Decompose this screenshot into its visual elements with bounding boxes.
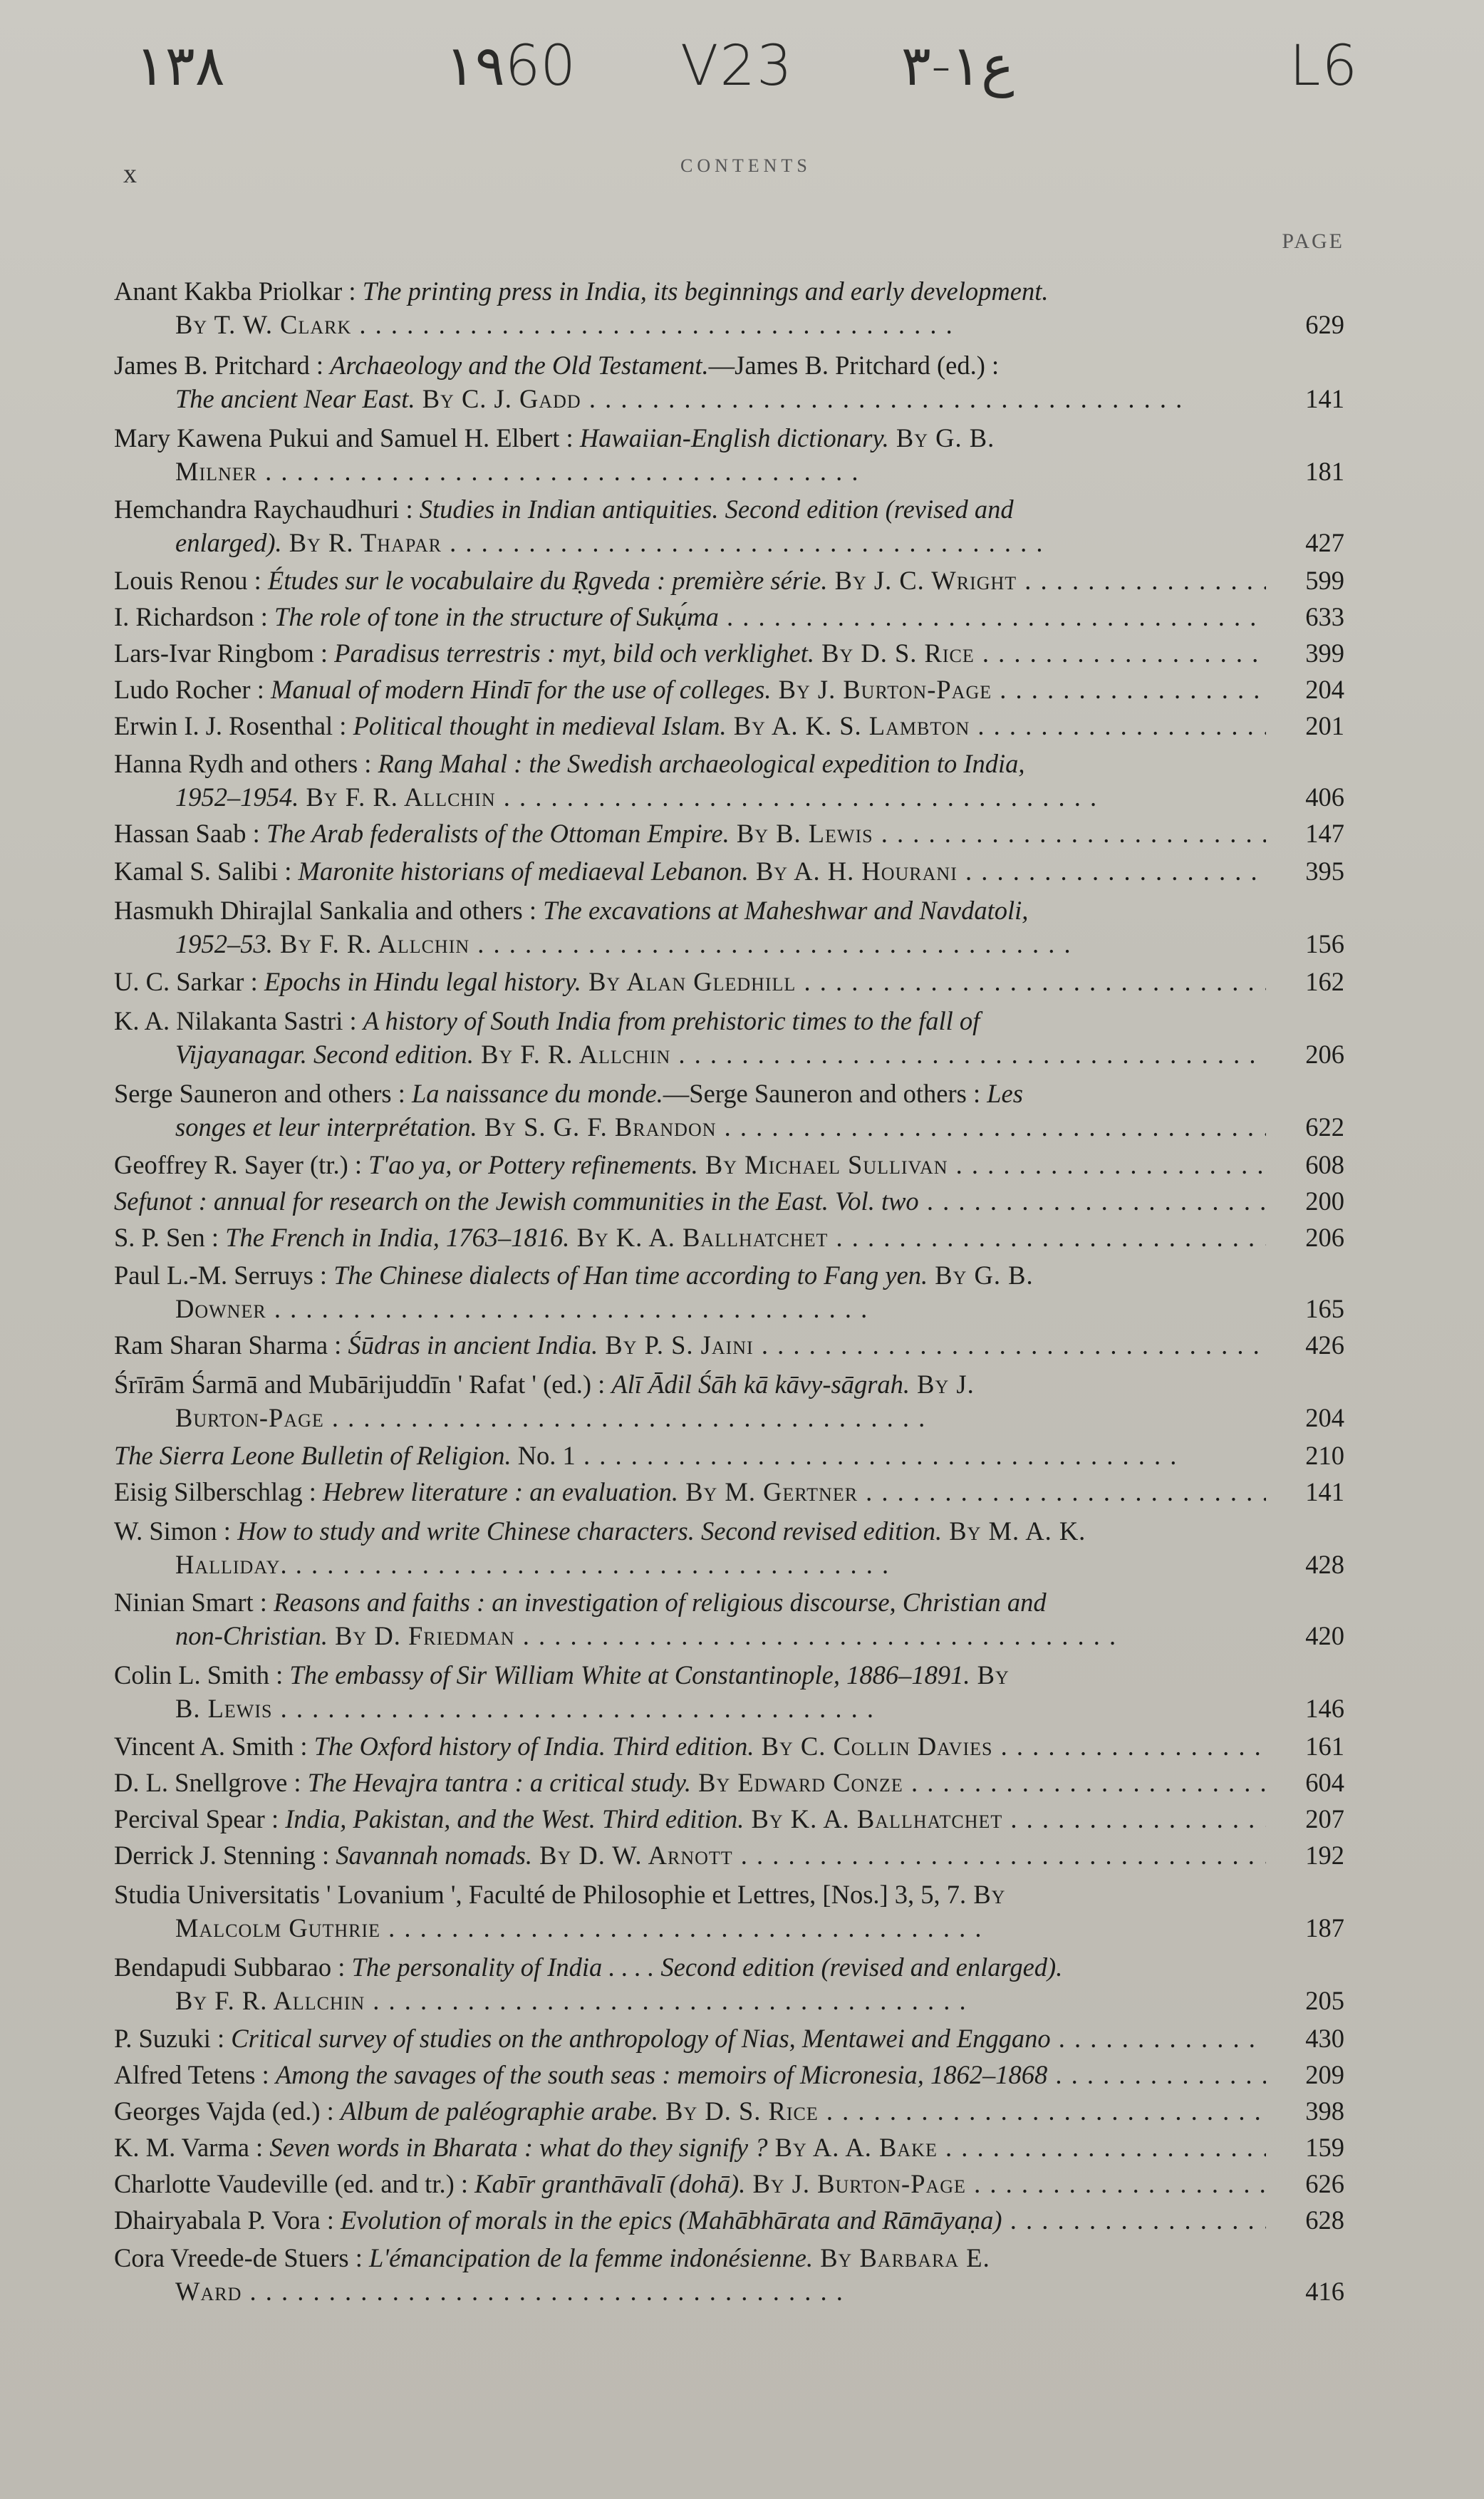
book-title: Archaeology and the Old Testament. bbox=[330, 351, 709, 380]
entry-line bbox=[114, 1077, 1266, 1110]
reviewer-name: By D. Friedman bbox=[327, 1621, 515, 1650]
book-title: Vijayanagar. Second edition. bbox=[175, 1040, 474, 1069]
page-ref: 159 bbox=[1305, 2133, 1344, 2162]
entry-line bbox=[114, 1585, 1266, 1619]
entry-line bbox=[114, 1475, 1266, 1509]
author-name: Ninian Smart : bbox=[114, 1588, 274, 1617]
contents-entry bbox=[114, 2058, 1344, 2091]
author-name: Geoffrey R. Sayer (tr.) : bbox=[114, 1150, 369, 1179]
entry-text: —Serge Sauneron and others : bbox=[663, 1079, 987, 1108]
book-title: The ancient Near East. bbox=[175, 384, 415, 413]
entry-line bbox=[114, 1292, 1266, 1325]
page-column-heading: PAGE bbox=[1282, 229, 1344, 253]
contents-entry bbox=[114, 492, 1344, 559]
entry-line bbox=[114, 1221, 1266, 1254]
page-ref: 165 bbox=[1305, 1294, 1344, 1323]
author-name: Hassan Saab : bbox=[114, 819, 266, 848]
author-name: Śrīrām Śarmā and Mubārijuddīn ' Rafat ' (ed.) : bbox=[114, 1370, 612, 1399]
author-name: Alfred Tetens : bbox=[114, 2060, 276, 2089]
author-name: Derrick J. Stenning : bbox=[114, 1841, 336, 1870]
book-title: Savannah nomads. bbox=[336, 1841, 532, 1870]
entry-line bbox=[114, 1729, 1266, 1763]
page-ref: 210 bbox=[1305, 1441, 1344, 1470]
entry-line bbox=[114, 1328, 1266, 1362]
reviewer-name: By S. G. F. Brandon bbox=[477, 1112, 717, 1142]
book-title: Political thought in medieval Islam. bbox=[353, 711, 727, 740]
entry-text: —James B. Pritchard (ed.) : bbox=[708, 351, 1000, 380]
book-title: Album de paléographie arabe. bbox=[340, 2096, 658, 2126]
book-title: Manual of modern Hindī for the use of colleges. bbox=[270, 675, 772, 704]
author-name: Studia Universitatis ' Lovanium ', Faculté de Philosophie et Lettres, [Nos.] 3, 5, 7. bbox=[114, 1880, 967, 1909]
reviewer-name: By K. A. Ballhatchet bbox=[569, 1223, 829, 1252]
entry-line bbox=[114, 1766, 1266, 1799]
page-ref: 146 bbox=[1305, 1694, 1344, 1723]
page-ref: 209 bbox=[1305, 2060, 1344, 2089]
page-ref: 204 bbox=[1305, 1403, 1344, 1432]
book-title: 1952–53. bbox=[175, 929, 273, 958]
contents-entry bbox=[114, 1328, 1344, 1362]
handwritten-issue: ع١-٣ bbox=[901, 34, 1015, 98]
reviewer-name: By G. B. bbox=[928, 1261, 1034, 1290]
reviewer-name: By C. Collin Davies bbox=[754, 1732, 993, 1761]
entry-line bbox=[114, 1911, 1266, 1945]
page-ref: 206 bbox=[1305, 1040, 1344, 1069]
author-name: K. M. Varma : bbox=[114, 2133, 270, 2162]
book-title: The Sierra Leone Bulletin of Religion. bbox=[114, 1441, 512, 1470]
entry-line bbox=[114, 2094, 1266, 2128]
author-name: S. P. Sen : bbox=[114, 1223, 226, 1252]
reviewer-name: By A. A. Bake bbox=[767, 2133, 938, 2162]
book-title: Rang Mahal : the Swedish archaeological expedition to India, bbox=[378, 749, 1025, 778]
book-title: non-Christian. bbox=[175, 1621, 328, 1650]
author-name: Georges Vajda (ed.) : bbox=[114, 2096, 341, 2126]
contents-entry bbox=[114, 2094, 1344, 2128]
entry-line bbox=[114, 709, 1266, 743]
book-title: The Arab federalists of the Ottoman Empire. bbox=[266, 819, 730, 848]
entry-line bbox=[114, 348, 1266, 382]
author-name: I. Richardson : bbox=[114, 602, 275, 631]
author-name: Eisig Silberschlag : bbox=[114, 1477, 323, 1506]
page-ref: 633 bbox=[1305, 602, 1344, 631]
page-ref: 181 bbox=[1305, 457, 1344, 486]
entry-line bbox=[114, 1401, 1266, 1434]
contents-entry bbox=[114, 965, 1344, 998]
reviewer-name: By F. R. Allchin bbox=[474, 1040, 671, 1069]
contents-entry bbox=[114, 2131, 1344, 2164]
entry-line bbox=[114, 564, 1266, 597]
author-name: Ram Sharan Sharma : bbox=[114, 1330, 348, 1360]
author-name: Colin L. Smith : bbox=[114, 1660, 290, 1690]
reviewer-name: By J. C. Wright bbox=[827, 566, 1017, 595]
entry-line bbox=[114, 492, 1266, 526]
reviewer-name: By D. S. Rice bbox=[814, 638, 975, 668]
author-name: Mary Kawena Pukui and Samuel H. Elbert : bbox=[114, 423, 580, 452]
handwritten-code: L6 bbox=[1290, 34, 1359, 98]
book-title: Śūdras in ancient India. bbox=[348, 1330, 598, 1360]
book-title: Among the savages of the south seas : memoirs of Micronesia, 1862–1868 bbox=[275, 2060, 1048, 2089]
reviewer-name: By P. S. Jaini bbox=[598, 1330, 754, 1360]
author-name: Hasmukh Dhirajlal Sankalia and others : bbox=[114, 896, 544, 925]
book-title: The role of tone in the structure of Sukụ́ma bbox=[274, 602, 719, 631]
reviewer-name: Ward bbox=[175, 2277, 242, 2306]
entry-line bbox=[114, 1148, 1266, 1181]
book-title: The embassy of Sir William White at Constantinople, 1886–1891. bbox=[289, 1660, 970, 1690]
reviewer-name: By A. H. Hourani bbox=[748, 857, 958, 886]
entry-line bbox=[114, 1802, 1266, 1836]
entry-line bbox=[114, 894, 1266, 927]
entry-line bbox=[114, 1258, 1266, 1292]
reviewer-name: By F. R. Allchin bbox=[299, 782, 496, 812]
page-ref: 629 bbox=[1305, 310, 1344, 339]
contents-entry bbox=[114, 1184, 1344, 1218]
entry-line bbox=[114, 2131, 1266, 2164]
reviewer-name: By J. Burton-Page bbox=[771, 675, 992, 704]
page-ref: 204 bbox=[1305, 675, 1344, 704]
contents-entry bbox=[114, 1439, 1344, 1472]
page-ref: 604 bbox=[1305, 1768, 1344, 1797]
reviewer-name: By B. Lewis bbox=[729, 819, 873, 848]
book-title: The excavations at Maheshwar and Navdatoli, bbox=[543, 896, 1029, 925]
contents-entry bbox=[114, 2167, 1344, 2200]
reviewer-name: By M. Gertner bbox=[678, 1477, 858, 1506]
reviewer-name: By A. K. S. Lambton bbox=[726, 711, 970, 740]
author-name: Anant Kakba Priolkar : bbox=[114, 276, 363, 306]
entry-line bbox=[114, 455, 1266, 488]
entry-line bbox=[114, 780, 1266, 814]
page-ref: 207 bbox=[1305, 1804, 1344, 1833]
page-ref: 187 bbox=[1305, 1913, 1344, 1942]
reviewer-name: By D. W. Arnott bbox=[531, 1841, 733, 1870]
contents-entry bbox=[114, 817, 1344, 850]
reviewer-name: By M. A. K. bbox=[942, 1516, 1086, 1546]
entry-line bbox=[114, 1548, 1266, 1581]
author-name: Vincent A. Smith : bbox=[114, 1732, 314, 1761]
author-name: W. Simon : bbox=[114, 1516, 238, 1546]
book-title: songes et leur interprétation. bbox=[175, 1112, 477, 1142]
contents-entry bbox=[114, 1729, 1344, 1763]
entry-line bbox=[114, 308, 1266, 341]
entry-line bbox=[114, 1038, 1266, 1071]
page-ref: 206 bbox=[1305, 1223, 1344, 1252]
book-title: La naissance du monde. bbox=[411, 1079, 663, 1108]
author-name: Kamal S. Salibi : bbox=[114, 857, 299, 886]
reviewer-name: Halliday. bbox=[175, 1550, 288, 1579]
contents-entry bbox=[114, 1878, 1344, 1945]
entry-line bbox=[114, 747, 1266, 780]
author-name: Hemchandra Raychaudhuri : bbox=[114, 495, 420, 524]
entry-line bbox=[114, 1514, 1266, 1548]
entry-line bbox=[114, 1439, 1266, 1472]
author-name: Serge Sauneron and others : bbox=[114, 1079, 412, 1108]
book-title: The personality of India . . . . Second edition (revised and enlarged). bbox=[351, 1952, 1063, 1982]
book-title: The Oxford history of India. Third edition. bbox=[313, 1732, 754, 1761]
author-name: Charlotte Vaudeville (ed. and tr.) : bbox=[114, 2169, 475, 2198]
entry-line bbox=[114, 1950, 1266, 1984]
contents-list bbox=[114, 271, 1344, 2308]
reviewer-name: By Alan Gledhill bbox=[581, 967, 797, 996]
entry-line bbox=[114, 1692, 1266, 1725]
entry-line bbox=[114, 817, 1266, 850]
reviewer-name: By T. W. Clark bbox=[175, 310, 352, 339]
entry-line bbox=[114, 2022, 1266, 2055]
entry-line bbox=[114, 274, 1266, 308]
book-title: Les bbox=[987, 1079, 1023, 1108]
author-name: Percival Spear : bbox=[114, 1804, 286, 1833]
page-ref: 200 bbox=[1305, 1186, 1344, 1216]
reviewer-name: By F. R. Allchin bbox=[175, 1986, 365, 2015]
book-title: Evolution of morals in the epics (Mahābhārata and Rāmāyaṇa) bbox=[340, 2205, 1002, 2235]
book-title: Kabīr granthāvalī (dohā). bbox=[474, 2169, 746, 2198]
book-title: Maronite historians of mediaeval Lebanon. bbox=[298, 857, 749, 886]
page-ref: 192 bbox=[1305, 1841, 1344, 1870]
book-title: The French in India, 1763–1816. bbox=[225, 1223, 570, 1252]
page-ref: 626 bbox=[1305, 2169, 1344, 2198]
entry-line bbox=[114, 673, 1266, 706]
reviewer-name: By Michael Sullivan bbox=[697, 1150, 948, 1179]
reviewer-name: By J. Burton-Page bbox=[745, 2169, 966, 2198]
entry-line bbox=[114, 526, 1266, 559]
contents-entry bbox=[114, 747, 1344, 814]
page-ref: 141 bbox=[1305, 1477, 1344, 1506]
contents-entry bbox=[114, 1367, 1344, 1434]
author-name: Dhairyabala P. Vora : bbox=[114, 2205, 341, 2235]
contents-entry bbox=[114, 854, 1344, 888]
reviewer-name: By G. B. bbox=[888, 423, 995, 452]
contents-entry bbox=[114, 600, 1344, 633]
contents-entry bbox=[114, 1766, 1344, 1799]
reviewer-name: By J. bbox=[910, 1370, 975, 1399]
contents-entry bbox=[114, 1221, 1344, 1254]
contents-entry bbox=[114, 1514, 1344, 1581]
contents-entry bbox=[114, 636, 1344, 670]
book-title: Hebrew literature : an evaluation. bbox=[322, 1477, 679, 1506]
reviewer-name: By R. Thapar bbox=[281, 528, 442, 557]
entry-line bbox=[114, 1658, 1266, 1692]
book-title: enlarged). bbox=[175, 528, 282, 557]
reviewer-name: Burton-Page bbox=[175, 1403, 324, 1432]
entry-line bbox=[114, 1184, 1266, 1218]
contents-entry bbox=[114, 1802, 1344, 1836]
book-title: Reasons and faiths : an investigation of religious discourse, Christian and bbox=[274, 1588, 1047, 1617]
running-title: CONTENTS bbox=[680, 155, 811, 176]
author-name: Hanna Rydh and others : bbox=[114, 749, 378, 778]
page-ref: 156 bbox=[1305, 929, 1344, 958]
contents-entry bbox=[114, 2241, 1344, 2308]
reviewer-name: By Barbara E. bbox=[813, 2243, 990, 2272]
entry-line bbox=[114, 1878, 1266, 1911]
contents-entry bbox=[114, 274, 1344, 341]
entry-line bbox=[114, 636, 1266, 670]
handwritten-volume: V23 bbox=[680, 34, 794, 98]
reviewer-name: By Edward Conze bbox=[691, 1768, 903, 1797]
book-title: 1952–1954. bbox=[175, 782, 299, 812]
contents-entry bbox=[114, 1658, 1344, 1725]
reviewer-name: By K. A. Ballhatchet bbox=[744, 1804, 1003, 1833]
entry-line bbox=[114, 2167, 1266, 2200]
page-ref: 161 bbox=[1305, 1732, 1344, 1761]
page-ref: 430 bbox=[1305, 2024, 1344, 2053]
author-name: U. C. Sarkar : bbox=[114, 967, 264, 996]
author-name: Louis Renou : bbox=[114, 566, 268, 595]
page-ref: 395 bbox=[1305, 857, 1344, 886]
author-name: P. Suzuki : bbox=[114, 2024, 232, 2053]
entry-line bbox=[114, 965, 1266, 998]
page-ref: 205 bbox=[1305, 1986, 1344, 2015]
page-ref: 608 bbox=[1305, 1150, 1344, 1179]
entry-line bbox=[114, 927, 1266, 961]
reviewer-name: B. Lewis bbox=[175, 1694, 273, 1723]
contents-entry bbox=[114, 2022, 1344, 2055]
reviewer-name: By F. R. Allchin bbox=[272, 929, 470, 958]
contents-entry bbox=[114, 2203, 1344, 2237]
author-name: James B. Pritchard : bbox=[114, 351, 331, 380]
contents-entry bbox=[114, 709, 1344, 743]
contents-entry bbox=[114, 1950, 1344, 2017]
reviewer-name: Downer bbox=[175, 1294, 266, 1323]
page-ref: 599 bbox=[1305, 566, 1344, 595]
author-name: Ludo Rocher : bbox=[114, 675, 271, 704]
book-title: Alī Ādil Śāh kā kāvy-sāgrah. bbox=[611, 1370, 910, 1399]
contents-entry bbox=[114, 1148, 1344, 1181]
reviewer-name: By C. J. Gadd bbox=[415, 384, 581, 413]
author-name: Erwin I. J. Rosenthal : bbox=[114, 711, 353, 740]
contents-entry bbox=[114, 564, 1344, 597]
contents-entry bbox=[114, 673, 1344, 706]
page-ref: 426 bbox=[1305, 1330, 1344, 1360]
entry-line bbox=[114, 1004, 1266, 1038]
reviewer-name: Milner bbox=[175, 457, 257, 486]
book-title: Hawaiian-English dictionary. bbox=[579, 423, 889, 452]
book-title: India, Pakistan, and the West. Third edition. bbox=[285, 1804, 744, 1833]
entry-line bbox=[114, 1984, 1266, 2017]
handwritten-year: ١٩60 bbox=[445, 34, 576, 98]
book-title: The Hevajra tantra : a critical study. bbox=[307, 1768, 692, 1797]
entry-text: No. 1 bbox=[511, 1441, 576, 1470]
reviewer-name: By bbox=[966, 1880, 1006, 1909]
entry-line bbox=[114, 2241, 1266, 2275]
contents-entry bbox=[114, 1585, 1344, 1652]
entry-line bbox=[114, 1838, 1266, 1872]
entry-line bbox=[114, 600, 1266, 633]
book-title: A history of South India from prehistoric times to the fall of bbox=[363, 1006, 980, 1035]
contents-entry bbox=[114, 1475, 1344, 1509]
page-ref: 141 bbox=[1305, 384, 1344, 413]
page-ref: 420 bbox=[1305, 1621, 1344, 1650]
author-name: Cora Vreede-de Stuers : bbox=[114, 2243, 369, 2272]
page-ref: 406 bbox=[1305, 782, 1344, 812]
page-ref: 398 bbox=[1305, 2096, 1344, 2126]
entry-line bbox=[114, 2275, 1266, 2308]
page-ref: 162 bbox=[1305, 967, 1344, 996]
page-ref: 201 bbox=[1305, 711, 1344, 740]
book-title: Seven words in Bharata : what do they signify ? bbox=[269, 2133, 768, 2162]
contents-entry bbox=[114, 421, 1344, 488]
entry-line bbox=[114, 2203, 1266, 2237]
book-title: How to study and write Chinese characters. Second revised edition. bbox=[237, 1516, 943, 1546]
contents-entry bbox=[114, 348, 1344, 415]
entry-line bbox=[114, 1619, 1266, 1652]
book-title: The Chinese dialects of Han time according to Fang yen. bbox=[333, 1261, 928, 1290]
page-ref: 628 bbox=[1305, 2205, 1344, 2235]
contents-entry bbox=[114, 1077, 1344, 1144]
page-ref: 428 bbox=[1305, 1550, 1344, 1579]
book-title: Epochs in Hindu legal history. bbox=[264, 967, 581, 996]
contents-entry bbox=[114, 1838, 1344, 1872]
entry-line bbox=[114, 1367, 1266, 1401]
author-name: D. L. Snellgrove : bbox=[114, 1768, 308, 1797]
page-ref: 399 bbox=[1305, 638, 1344, 668]
entry-line bbox=[114, 1110, 1266, 1144]
entry-line bbox=[114, 2058, 1266, 2091]
reviewer-name: By D. S. Rice bbox=[658, 2096, 819, 2126]
handwritten-note: ١٣٨ bbox=[135, 34, 225, 98]
page-ref: 427 bbox=[1305, 528, 1344, 557]
book-title: Paradisus terrestris : myt, bild och verklighet. bbox=[334, 638, 814, 668]
entry-line bbox=[114, 854, 1266, 888]
entry-line bbox=[114, 421, 1266, 455]
author-name: Bendapudi Subbarao : bbox=[114, 1952, 352, 1982]
page-ref: 622 bbox=[1305, 1112, 1344, 1142]
contents-entry bbox=[114, 1004, 1344, 1071]
book-title: Studies in Indian antiquities. Second edition (revised and bbox=[419, 495, 1014, 524]
book-title: T'ao ya, or Pottery refinements. bbox=[368, 1150, 698, 1179]
contents-entry bbox=[114, 894, 1344, 961]
entry-line bbox=[114, 382, 1266, 415]
book-title: Études sur le vocabulaire du Ṛgveda : première série. bbox=[267, 566, 828, 595]
author-name: Lars-Ivar Ringbom : bbox=[114, 638, 335, 668]
book-title: Sefunot : annual for research on the Jewish communities in the East. Vol. two bbox=[114, 1186, 919, 1216]
reviewer-name: By bbox=[970, 1660, 1010, 1690]
reviewer-name: Malcolm Guthrie bbox=[175, 1913, 381, 1942]
page-ref: 416 bbox=[1305, 2277, 1344, 2306]
book-title: The printing press in India, its beginnings and early development. bbox=[362, 276, 1049, 306]
page-ref: 147 bbox=[1305, 819, 1344, 848]
page-number: x bbox=[123, 159, 137, 189]
book-title: Critical survey of studies on the anthropology of Nias, Mentawei and Enggano bbox=[231, 2024, 1051, 2053]
author-name: Paul L.-M. Serruys : bbox=[114, 1261, 334, 1290]
author-name: K. A. Nilakanta Sastri : bbox=[114, 1006, 363, 1035]
book-title: L'émancipation de la femme indonésienne. bbox=[368, 2243, 814, 2272]
contents-entry bbox=[114, 1258, 1344, 1325]
